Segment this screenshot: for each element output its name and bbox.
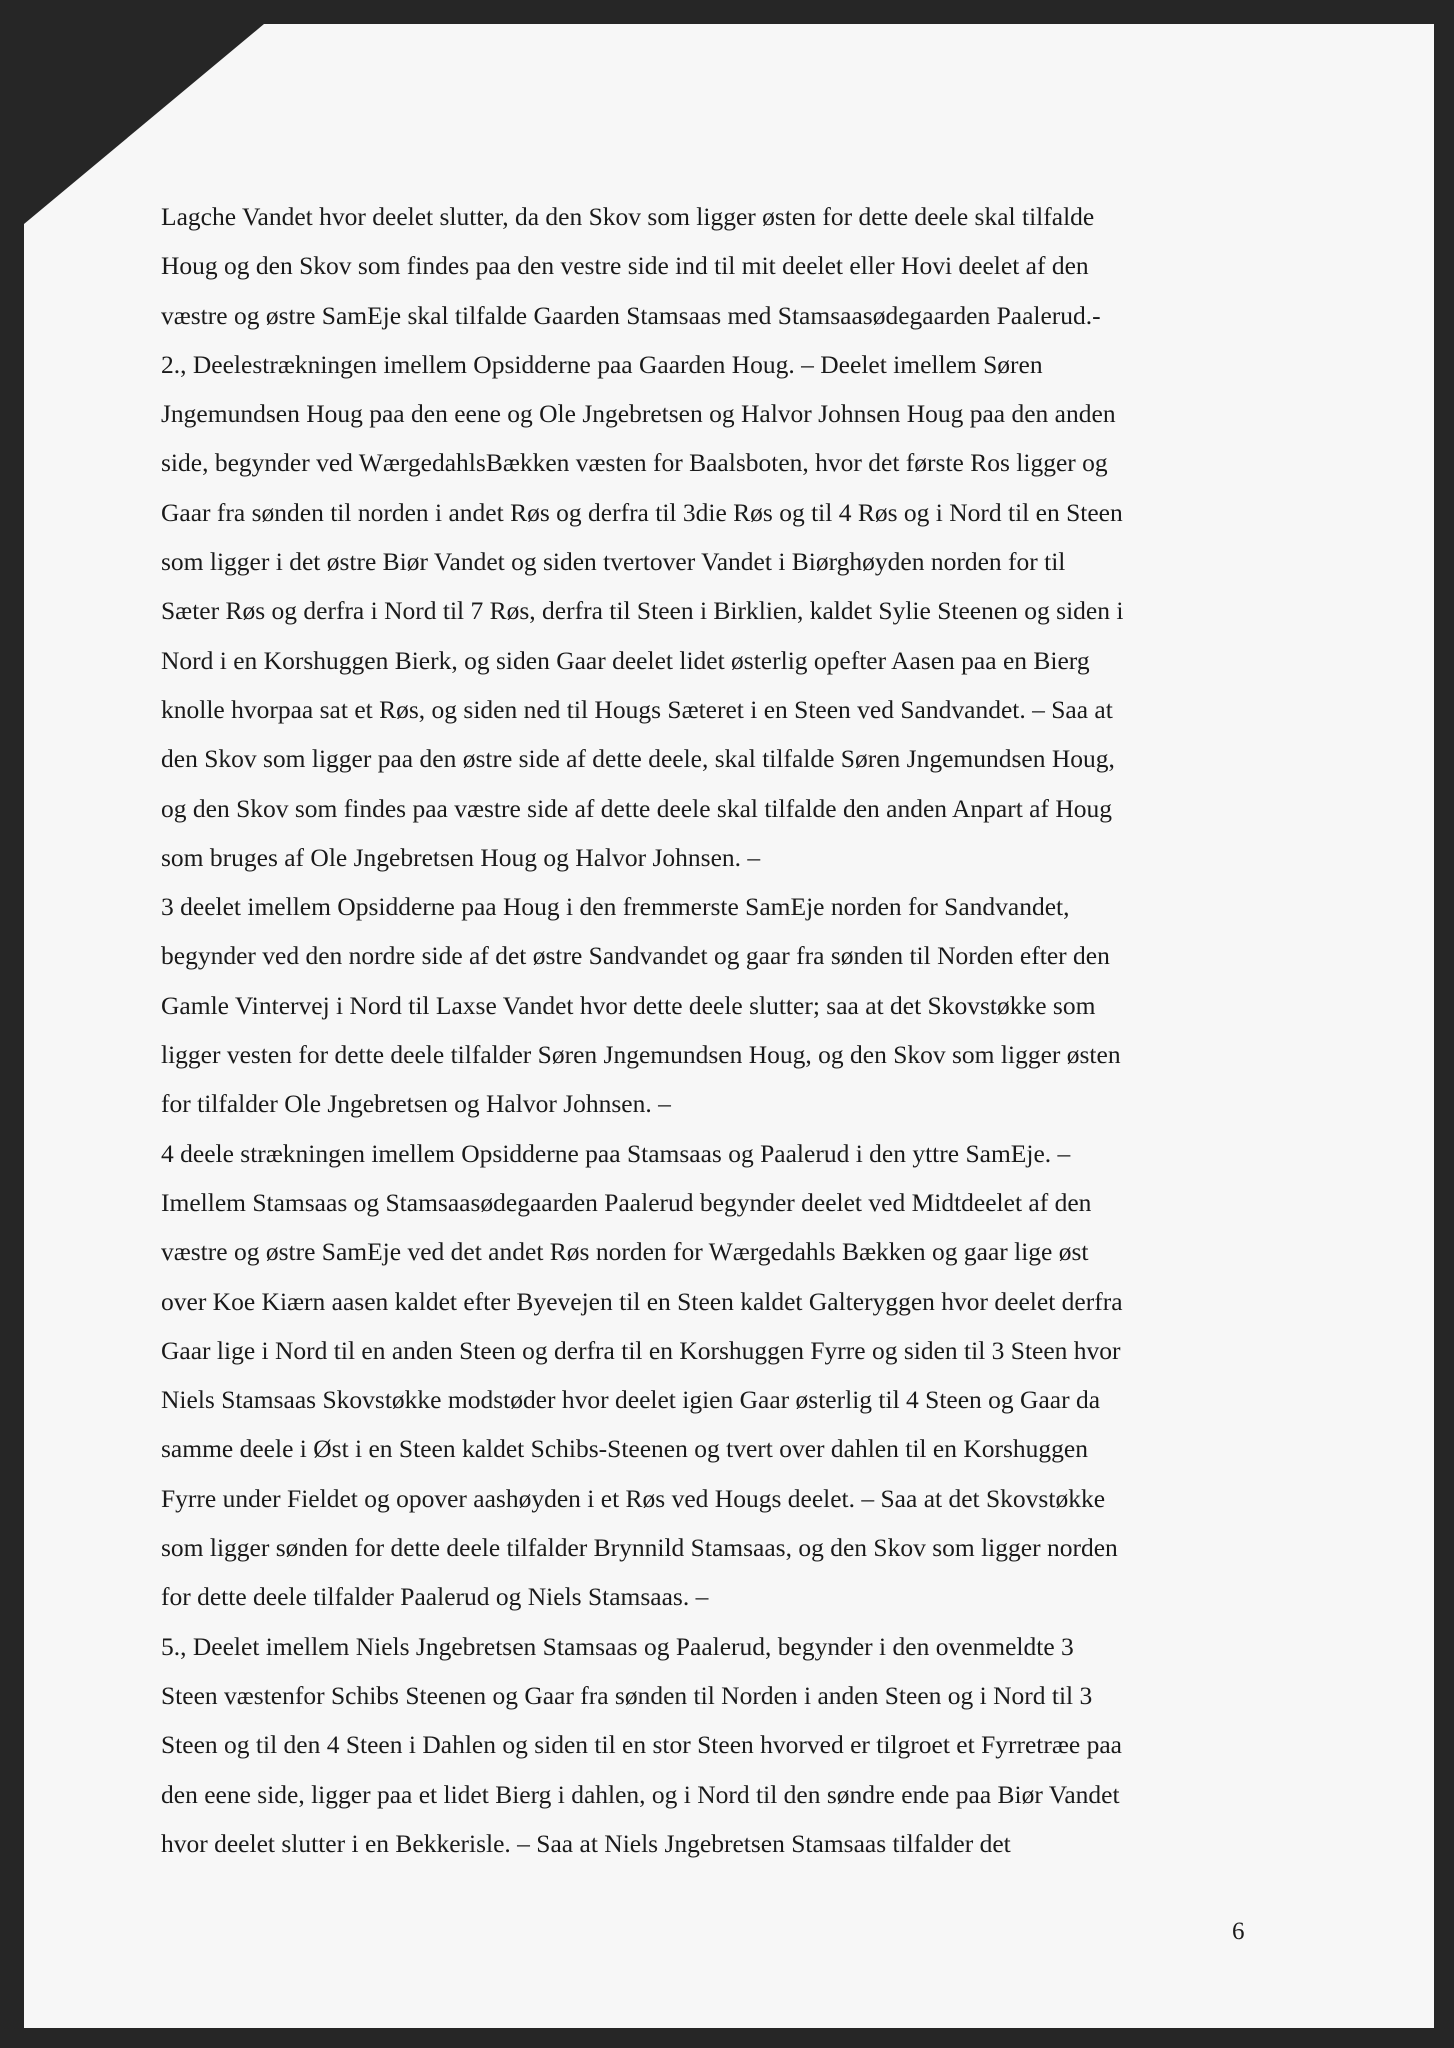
document-body xyxy=(161,192,1301,1868)
text-line: væstre og østre SamEje ved det andet Røs norden for Wærgedahls Bækken og gaar lige øst xyxy=(161,1237,1089,1267)
text-line: for dette deele tilfalder Paalerud og Niels Stamsaas. – xyxy=(161,1582,709,1612)
text-line: Steen væstenfor Schibs Steenen og Gaar fra sønden til Norden i anden Steen og i Nord til 3 xyxy=(161,1680,1093,1710)
text-line: Nord i en Korshuggen Bierk, og siden Gaar deelet lidet østerlig opefter Aasen paa en Bierg xyxy=(161,645,1090,675)
page-number: 6 xyxy=(1232,1918,1245,1945)
text-line: Steen og til den 4 Steen i Dahlen og siden til en stor Steen hvorved er tilgroet et Fyrretræe paa xyxy=(161,1730,1122,1760)
text-line: Gaar fra sønden til norden i andet Røs og derfra til 3die Røs og til 4 Røs og i Nord til en Steen xyxy=(161,497,1123,527)
text-line: Imellem Stamsaas og Stamsaasødegaarden Paalerud begynder deelet ved Midtdeelet af den xyxy=(161,1187,1092,1217)
text-line: ligger vesten for dette deele tilfalder Søren Jngemundsen Houg, og den Skov som ligger østen xyxy=(161,1040,1121,1070)
text-line: Niels Stamsaas Skovstøkke modstøder hvor deelet igien Gaar østerlig til 4 Steen og Gaar da xyxy=(161,1385,1101,1415)
text-line: Fyrre under Fieldet og opover aashøyden i et Røs ved Hougs deelet. – Saa at det Skovstøkke xyxy=(161,1483,1106,1513)
text-line: Lagche Vandet hvor deelet slutter, da den Skov som ligger østen for dette deele skal tilfalde xyxy=(161,202,1095,231)
text-line: begynder ved den nordre side af det østre Sandvandet og gaar fra sønden til Norden efter den xyxy=(161,941,1110,971)
text-line: Jngemundsen Houg paa den eene og Ole Jngebretsen og Halvor Johnsen Houg paa den anden xyxy=(161,399,1116,429)
text-line: side, begynder ved WærgedahlsBækken væsten for Baalsboten, hvor det første Ros ligger og xyxy=(161,448,1108,478)
text-line: den Skov som ligger paa den østre side af dette deele, skal tilfalde Søren Jngemundsen Houg, xyxy=(161,744,1115,774)
text-line: som bruges af Ole Jngebretsen Houg og Halvor Johnsen. – xyxy=(161,842,761,872)
text-line: hvor deelet slutter i en Bekkerisle. – Saa at Niels Jngebretsen Stamsaas tilfalder det xyxy=(161,1828,1011,1858)
text-line: Gaar lige i Nord til en anden Steen og derfra til en Korshuggen Fyrre og siden til 3 Steen hvor xyxy=(161,1335,1121,1365)
text-line: Gamle Vintervej i Nord til Laxse Vandet hvor dette deele slutter; saa at det Skovstøkke som xyxy=(161,990,1096,1020)
text-line: 4 deele strækningen imellem Opsidderne paa Stamsaas og Paalerud i den yttre SamEje. – xyxy=(161,1138,1071,1168)
text-line: og den Skov som findes paa væstre side af dette deele skal tilfalde den anden Anpart af Houg xyxy=(161,793,1113,823)
text-line: samme deele i Øst i en Steen kaldet Schibs-Steenen og tvert over dahlen til en Korshuggen xyxy=(161,1434,1088,1464)
text-line: den eene side, ligger paa et lidet Bierg i dahlen, og i Nord til den søndre ende paa Biør Vandet xyxy=(161,1779,1120,1809)
text-line: Sæter Røs og derfra i Nord til 7 Røs, derfra til Steen i Birklien, kaldet Sylie Steenen og siden i xyxy=(161,596,1124,626)
text-line: Houg og den Skov som findes paa den vestre side ind til mit deelet eller Hovi deelet af den xyxy=(161,251,1089,281)
text-line: væstre og østre SamEje skal tilfalde Gaarden Stamsaas med Stamsaasødegaarden Paalerud.- xyxy=(161,300,1101,330)
text-line: for tilfalder Ole Jngebretsen og Halvor Johnsen. – xyxy=(161,1089,671,1119)
text-line: knolle hvorpaa sat et Røs, og siden ned til Hougs Sæteret i en Steen ved Sandvandet. – Saa at xyxy=(161,694,1113,724)
text-line: som ligger i det østre Biør Vandet og siden tvertover Vandet i Biørghøyden norden for til xyxy=(161,547,1066,577)
text-line: 3 deelet imellem Opsidderne paa Houg i den fremmerste SamEje norden for Sandvandet, xyxy=(161,892,1070,922)
text-line: som ligger sønden for dette deele tilfalder Brynnild Stamsaas, og den Skov som ligger norden xyxy=(161,1533,1118,1563)
text-line: over Koe Kiærn aasen kaldet efter Byevejen til en Steen kaldet Galteryggen hvor deelet derfra xyxy=(161,1286,1123,1316)
text-line: 2., Deelestrækningen imellem Opsidderne paa Gaarden Houg. – Deelet imellem Søren xyxy=(161,349,1043,379)
text-line: 5., Deelet imellem Niels Jngebretsen Stamsaas og Paalerud, begynder i den ovenmeldte 3 xyxy=(161,1631,1074,1661)
